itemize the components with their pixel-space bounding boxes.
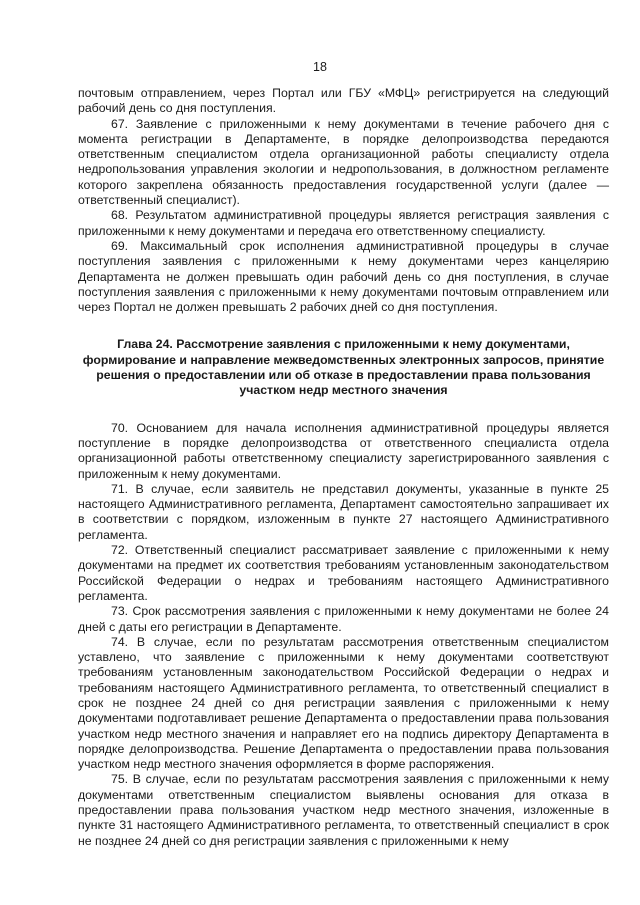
paragraph-67: 67. Заявление с приложенными к нему документами в течение рабочего дня с момента регистрации в Департаменте, в порядке делопроизводства передаются ответственным специалистом отдела организационной работы специалисту отдела недропользования управления экологии и недропользования, в должностном регламенте которого закреплена обязанность предоставления государственной услуги (далее — ответственный специалист). [78, 116, 609, 208]
paragraph-73: 73. Срок рассмотрения заявления с приложенными к нему документами не более 24 дней с даты его регистрации в Департаменте. [78, 604, 609, 634]
paragraph-69: 69. Максимальный срок исполнения административной процедуры в случае поступления заявления с приложенными к нему документами через канцелярию Департамента не должен превышать один рабочий день со дня поступления, в случае поступления заявления с приложенными к нему документами почтовым отправлением или через Портал не должен превышать 2 рабочих дней со дня поступления. [78, 238, 609, 315]
chapter-heading: Глава 24. Рассмотрение заявления с приложенными к нему документами, формирование и направление межведомственных электронных запросов, принятие решения о предоставлении или об отказе в предоставлении права пользования участком недр местного значения [82, 337, 605, 398]
paragraph-70: 70. Основанием для начала исполнения административной процедуры является поступление в порядке делопроизводства от ответственного специалиста отдела организационной работы ответственному специалисту зарегистрированного заявления с приложенным к нему документами. [78, 420, 609, 481]
paragraph-72: 72. Ответственный специалист рассматривает заявление с приложенными к нему документами на предмет их соответствия требованиям установленным законодательством Российской Федерации о недрах и требованиям настоящего Административного регламента. [78, 543, 609, 603]
page-number: 18 [313, 60, 327, 74]
document-body [78, 86, 609, 849]
paragraph-68: 68. Результатом административной процедуры является регистрация заявления с приложенными к нему документами и передача его ответственному специалисту. [78, 208, 609, 238]
paragraph-71: 71. В случае, если заявитель не представил документы, указанные в пункте 25 настоящего Административного регламента, Департамент самостоятельно запрашивает их в соответствии с порядком, изложенным в пункте 27 настоящего Административного регламента. [78, 481, 609, 542]
paragraph-75: 75. В случае, если по результатам рассмотрения заявления с приложенными к нему документами ответственным специалистом выявлены основания для отказа в предоставлении права пользования участком недр местного значения, изложенные в пункте 31 настоящего Административного регламента, то ответственный специалист в срок не позднее 24 дней со дня регистрации заявления с приложенными к нему [78, 772, 609, 848]
paragraph-continuation: почтовым отправлением, через Портал или ГБУ «МФЦ» регистрируется на следующий рабочий день со дня поступления. [78, 86, 609, 116]
paragraph-74: 74. В случае, если по результатам рассмотрения ответственным специалистом уставлено, что заявление с приложенными к нему документами соответствуют требованиям установленным законодательством Российской Федерации о недрах и требованиям настоящего Административного регламента, то ответственный специалист в срок не позднее 24 дней со дня регистрации заявления с приложенными к нему документами подготавливает решение Департамента о предоставлении права пользования участком недр местного значения и направляет его на подпись директору Департамента в порядке делопроизводства. Решение Департамента о предоставлении права пользования участком недр местного значения оформляется в форме распоряжения. [78, 634, 609, 772]
